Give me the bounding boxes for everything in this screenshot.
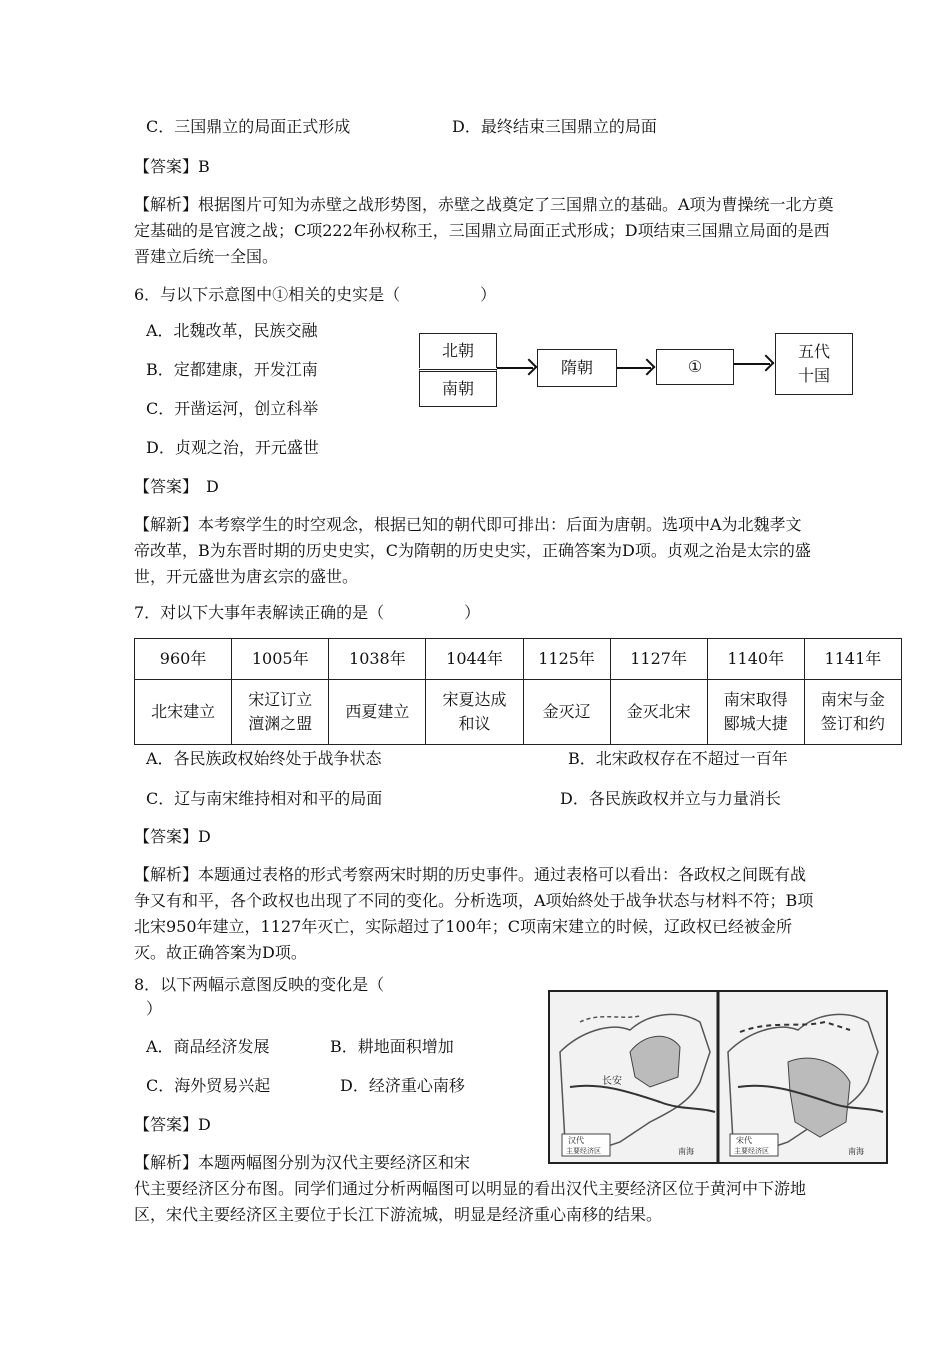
year-cell: 1038年 bbox=[329, 639, 426, 680]
q8-stem-line2: ） bbox=[146, 999, 163, 1018]
q7-option-b: B．北宋政权存在不超过一百年 bbox=[568, 749, 788, 768]
economic-maps-svg bbox=[550, 992, 886, 1162]
diagram-arrow-2 bbox=[617, 367, 651, 369]
event-cell bbox=[610, 680, 707, 745]
right-map-sea: 南海 bbox=[848, 1147, 864, 1156]
event-cell bbox=[135, 680, 232, 745]
diagram-arrow-1 bbox=[497, 367, 533, 369]
q8-option-c: C．海外贸易兴起 bbox=[146, 1076, 271, 1095]
q7-option-d: D．各民族政权并立与力量消长 bbox=[560, 789, 781, 808]
year-cell: 1125年 bbox=[523, 639, 610, 680]
left-map-sea: 南海 bbox=[678, 1147, 694, 1156]
right-map-caption1: 宋代 bbox=[736, 1136, 752, 1145]
event-line: 南宋与金 bbox=[820, 690, 885, 709]
year-cell: 1005年 bbox=[232, 639, 329, 680]
left-map-city: 长安 bbox=[602, 1076, 622, 1087]
year-cell: 960年 bbox=[135, 639, 232, 680]
q5-explanation: 【解析】根据图片可知为赤壁之战形势图，赤壁之战奠定了三国鼎立的基础。A项为曹操统一北方奠定基础的是官渡之战；C项222年孙权称王，三国鼎立局面正式形成；D项结束三国鼎立局面的是西晋建立后统一全国。 bbox=[134, 195, 834, 266]
diagram-south-box bbox=[419, 369, 497, 407]
q6-option-b: B．定都建康，开发江南 bbox=[146, 360, 318, 379]
event-cell bbox=[707, 680, 804, 745]
diagram-five-line2: 十国 bbox=[797, 366, 830, 385]
q6-option-a: A．北魏改革，民族交融 bbox=[146, 321, 318, 340]
event-line: 郾城大捷 bbox=[723, 714, 788, 733]
q6-option-d: D．贞观之治，开元盛世 bbox=[146, 438, 319, 457]
event-line: 南宋取得 bbox=[723, 690, 788, 709]
q7-option-a: A．各民族政权始终处于战争状态 bbox=[146, 749, 382, 768]
event-cell bbox=[232, 680, 329, 745]
q8-explanation-line1: 【解析】本题两幅图分别为汉代主要经济区和宋 bbox=[134, 1153, 471, 1172]
event-cell bbox=[523, 680, 610, 745]
q8-option-a: A．商品经济发展 bbox=[146, 1037, 270, 1056]
q8-stem-line1: 8．以下两幅示意图反映的变化是（ bbox=[134, 975, 385, 994]
diagram-sui-label: 隋朝 bbox=[560, 358, 593, 377]
event-cell bbox=[426, 680, 523, 745]
diagram-five-line1: 五代 bbox=[797, 342, 830, 361]
left-map-caption2: 主要经济区 bbox=[566, 1147, 601, 1155]
q8-option-b: B．耕地面积增加 bbox=[330, 1037, 454, 1056]
events-event-row bbox=[135, 680, 902, 745]
right-map-caption2: 主要经济区 bbox=[734, 1147, 769, 1155]
q7-option-c: C．辽与南宋维持相对和平的局面 bbox=[146, 789, 383, 808]
events-table bbox=[134, 638, 902, 745]
year-cell: 1140年 bbox=[707, 639, 804, 680]
q8-answer: 【答案】D bbox=[134, 1115, 211, 1134]
event-line: 签订和约 bbox=[820, 714, 885, 733]
events-year-row bbox=[135, 639, 902, 680]
left-map-caption1: 汉代 bbox=[568, 1136, 584, 1145]
diagram-sui-box bbox=[537, 349, 617, 387]
event-line: 和议 bbox=[458, 714, 491, 733]
year-cell: 1127年 bbox=[610, 639, 707, 680]
q5-option-d: D．最终结束三国鼎立的局面 bbox=[452, 117, 657, 136]
q5-option-c: C．三国鼎立的局面正式形成 bbox=[146, 117, 351, 136]
q6-option-c: C．开凿运河，创立科举 bbox=[146, 399, 319, 418]
year-cell: 1044年 bbox=[426, 639, 523, 680]
diagram-five-box bbox=[775, 333, 853, 395]
event-line: 北宋建立 bbox=[151, 702, 216, 721]
q6-answer: 【答案】 D bbox=[134, 477, 219, 496]
event-line: 宋辽订立 bbox=[248, 690, 313, 709]
event-cell bbox=[804, 680, 901, 745]
q7-stem: 7．对以下大事年表解读正确的是（ ） bbox=[134, 603, 481, 622]
diagram-blank-box bbox=[656, 349, 734, 385]
q6-explanation: 【解新】本考察学生的时空观念，根据已知的朝代即可排出：后面为唐朝。选项中A为北魏孝文帝改革，B为东晋时期的历史史实，C为隋朝的历史史实，正确答案为D项。贞观之治是太宗的盛世，开元盛世为唐玄宗的盛世。 bbox=[134, 515, 811, 586]
event-line: 金灭北宋 bbox=[626, 702, 691, 721]
diagram-south-label: 南朝 bbox=[441, 379, 474, 398]
q7-explanation: 【解析】本题通过表格的形式考察两宋时期的历史事件。通过表格可以看出：各政权之间既有战争又有和平，各个政权也出现了不同的变化。分析选项，A项始終处于战争状态与材料不符；B项北宋950年建立，1127年灭亡，实际超过了100年；C项南宋建立的时候，辽政权已经被金所灭。故正确答案为D项。 bbox=[134, 865, 814, 962]
event-line: 金灭辽 bbox=[542, 702, 591, 721]
diagram-north-label: 北朝 bbox=[441, 341, 474, 360]
event-line: 宋夏达成 bbox=[442, 690, 507, 709]
q8-option-d: D．经济重心南移 bbox=[340, 1076, 465, 1095]
diagram-blank-label: ① bbox=[687, 357, 703, 376]
diagram-north-box bbox=[419, 333, 497, 368]
event-cell bbox=[329, 680, 426, 745]
diagram-arrow-3 bbox=[734, 363, 770, 365]
event-line: 澶渊之盟 bbox=[248, 714, 313, 733]
event-line: 西夏建立 bbox=[345, 702, 410, 721]
q6-stem: 6．与以下示意图中①相关的史实是（ ） bbox=[134, 285, 497, 304]
q7-answer: 【答案】D bbox=[134, 827, 211, 846]
year-cell: 1141年 bbox=[804, 639, 901, 680]
economic-maps-image bbox=[548, 990, 888, 1164]
q8-explanation-rest: 代主要经济区分布图。同学们通过分析两幅图可以明显的看出汉代主要经济区位于黄河中下游地区，宋代主要经济区主要位于长江下游流城，明显是经济重心南移的结果。 bbox=[134, 1179, 807, 1224]
q5-answer: 【答案】B bbox=[134, 157, 210, 176]
